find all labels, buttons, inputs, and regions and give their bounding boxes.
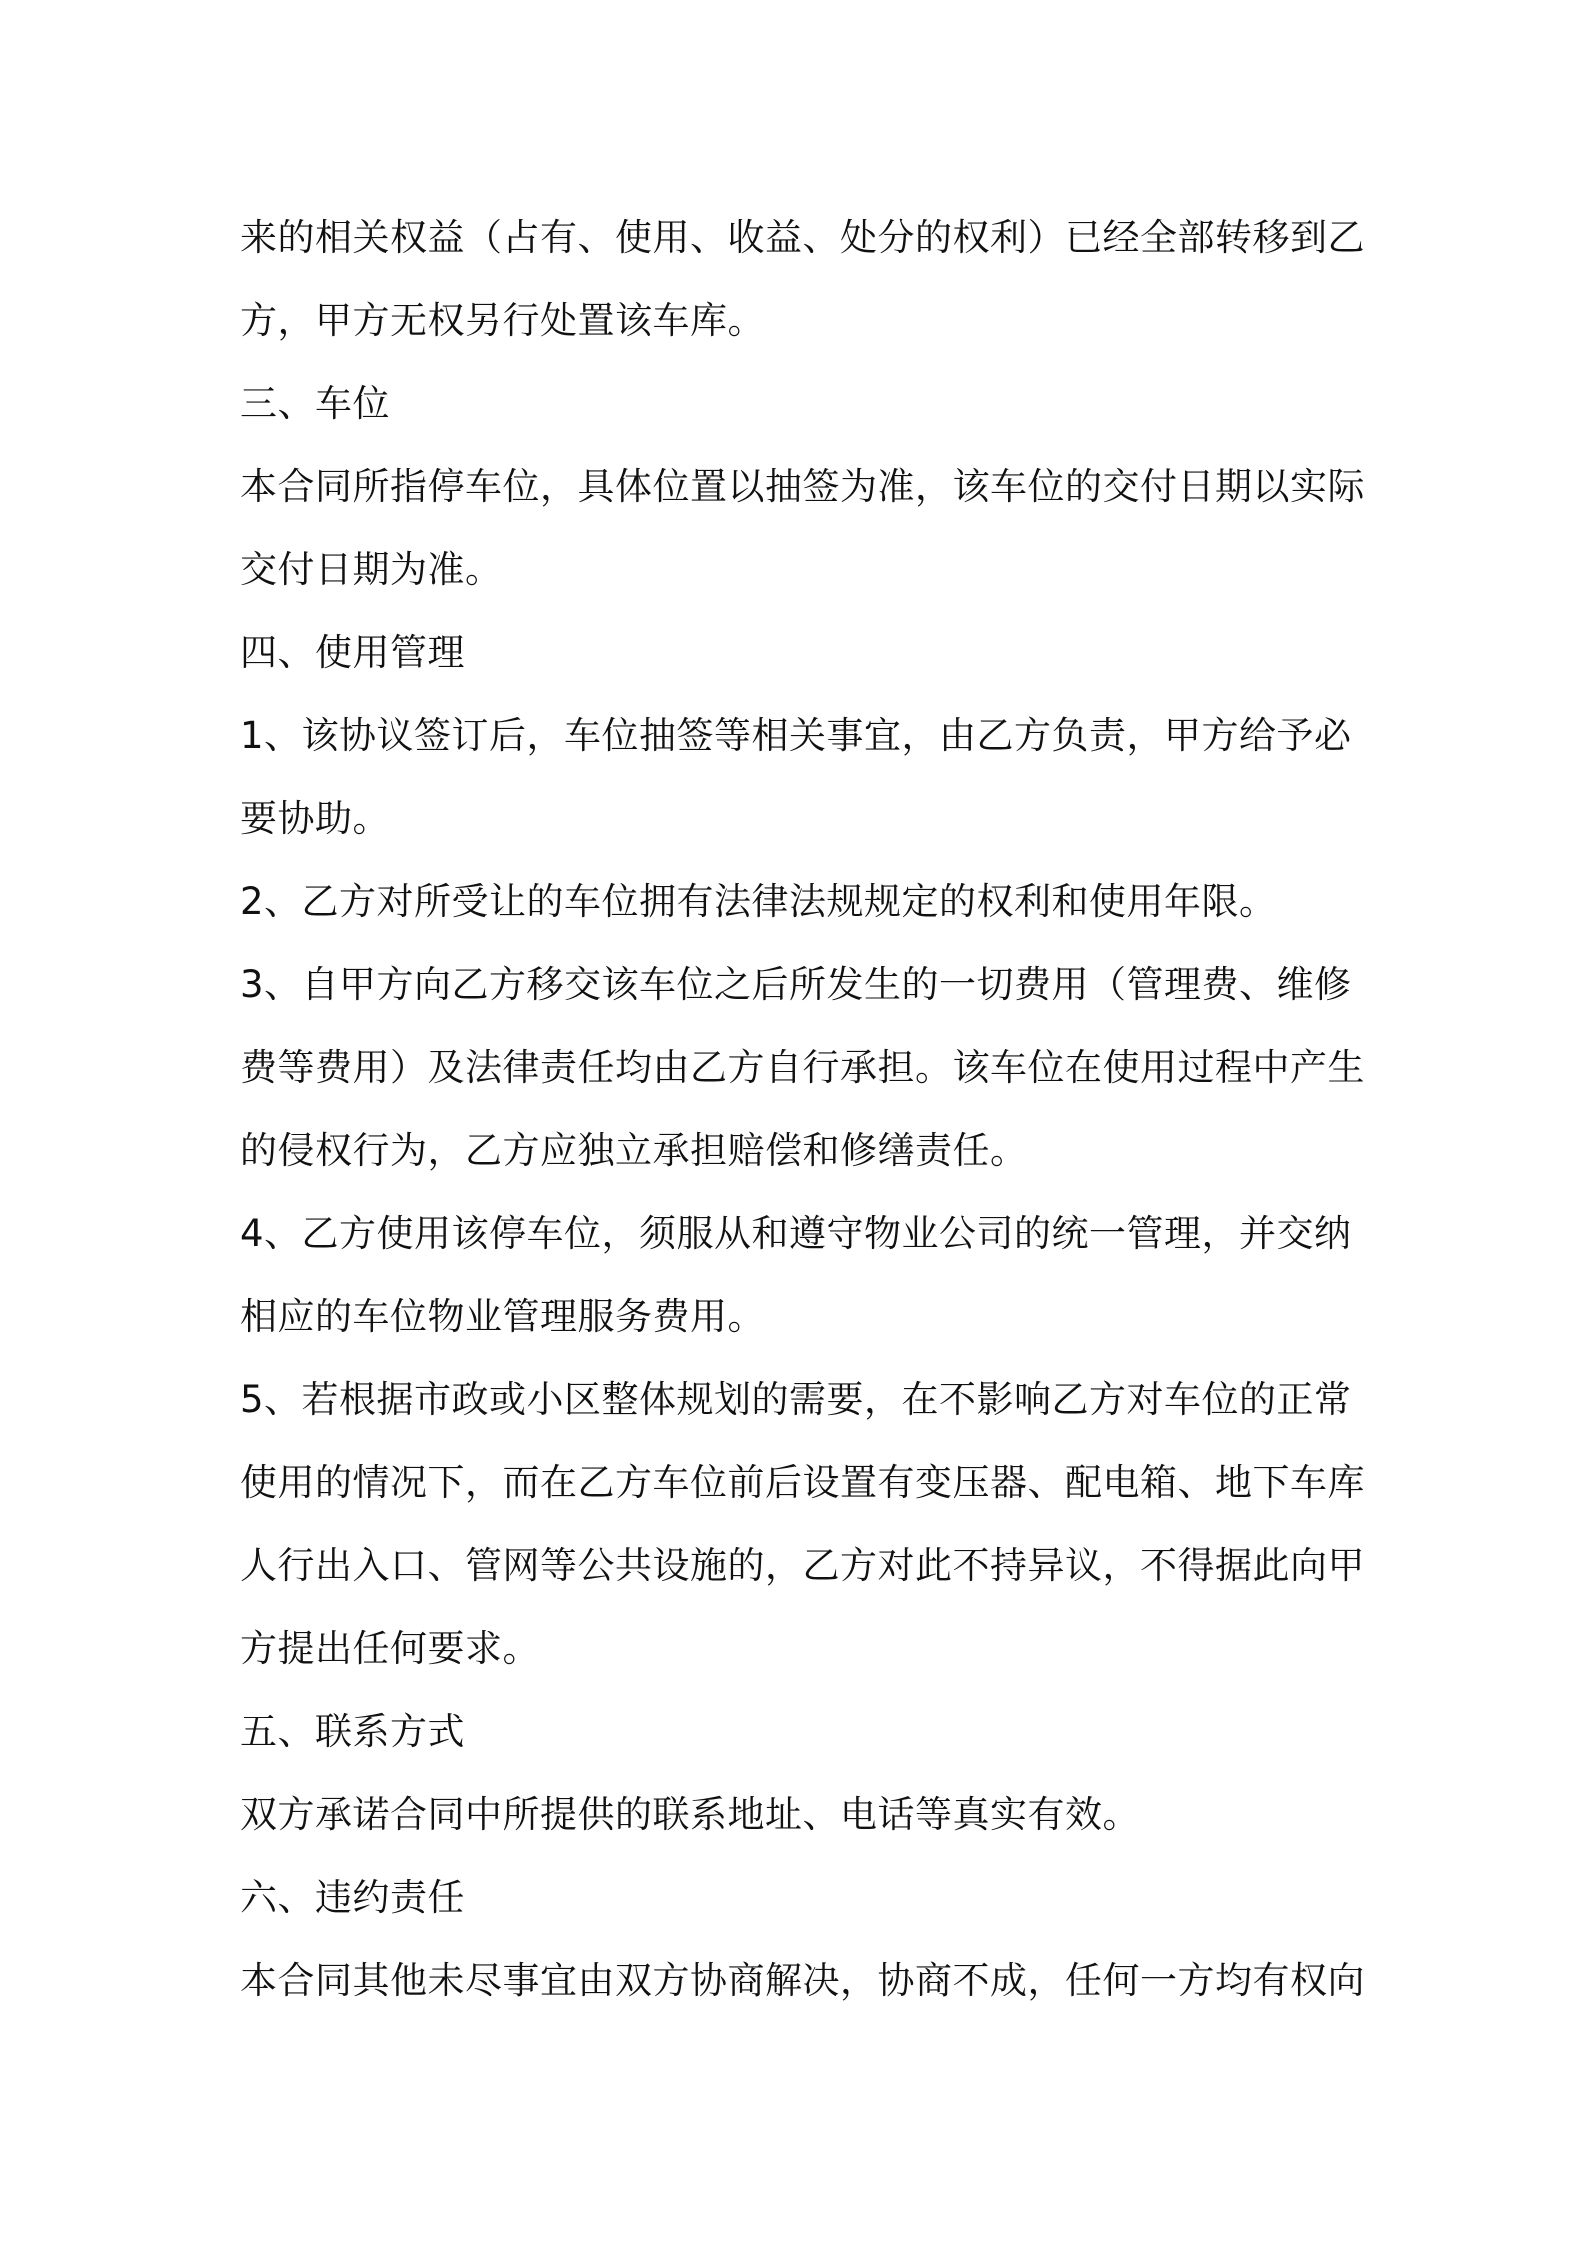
section-heading: 三、车位 xyxy=(240,382,390,425)
text-line: 的侵权行为，乙方应独立承担赔偿和修缮责任。 xyxy=(240,1129,1028,1172)
text-line: 1、该协议签订后，车位抽签等相关事宜，由乙方负责，甲方给予必 xyxy=(240,714,1352,757)
text-line: 交付日期为准。 xyxy=(240,548,503,591)
text-line: 方提出任何要求。 xyxy=(240,1627,540,1670)
text-line: 2、乙方对所受让的车位拥有法律法规规定的权利和使用年限。 xyxy=(240,880,1277,923)
text-line: 本合同其他未尽事宜由双方协商解决，协商不成，任何一方均有权向 xyxy=(240,1959,1365,2002)
section-heading: 六、违约责任 xyxy=(240,1876,465,1919)
text-line: 人行出入口、管网等公共设施的，乙方对此不持异议，不得据此向甲 xyxy=(240,1544,1365,1587)
text-line: 5、若根据市政或小区整体规划的需要，在不影响乙方对车位的正常 xyxy=(240,1378,1352,1421)
text-line: 要协助。 xyxy=(240,797,390,840)
section-heading: 四、使用管理 xyxy=(240,631,465,674)
text-line: 本合同所指停车位，具体位置以抽签为准，该车位的交付日期以实际 xyxy=(240,465,1365,508)
text-line: 双方承诺合同中所提供的联系地址、电话等真实有效。 xyxy=(240,1793,1140,1836)
text-line: 费等费用）及法律责任均由乙方自行承担。该车位在使用过程中产生 xyxy=(240,1046,1365,1089)
contract-page xyxy=(240,196,1365,2022)
text-line: 4、乙方使用该停车位，须服从和遵守物业公司的统一管理，并交纳 xyxy=(240,1212,1352,1255)
text-line: 来的相关权益（占有、使用、收益、处分的权利）已经全部转移到乙 xyxy=(240,216,1365,259)
text-line: 相应的车位物业管理服务费用。 xyxy=(240,1295,765,1338)
text-line: 方，甲方无权另行处置该车库。 xyxy=(240,299,765,342)
text-line: 使用的情况下，而在乙方车位前后设置有变压器、配电箱、地下车库 xyxy=(240,1461,1365,1504)
section-heading: 五、联系方式 xyxy=(240,1710,465,1753)
text-line: 3、自甲方向乙方移交该车位之后所发生的一切费用（管理费、维修 xyxy=(240,963,1352,1006)
